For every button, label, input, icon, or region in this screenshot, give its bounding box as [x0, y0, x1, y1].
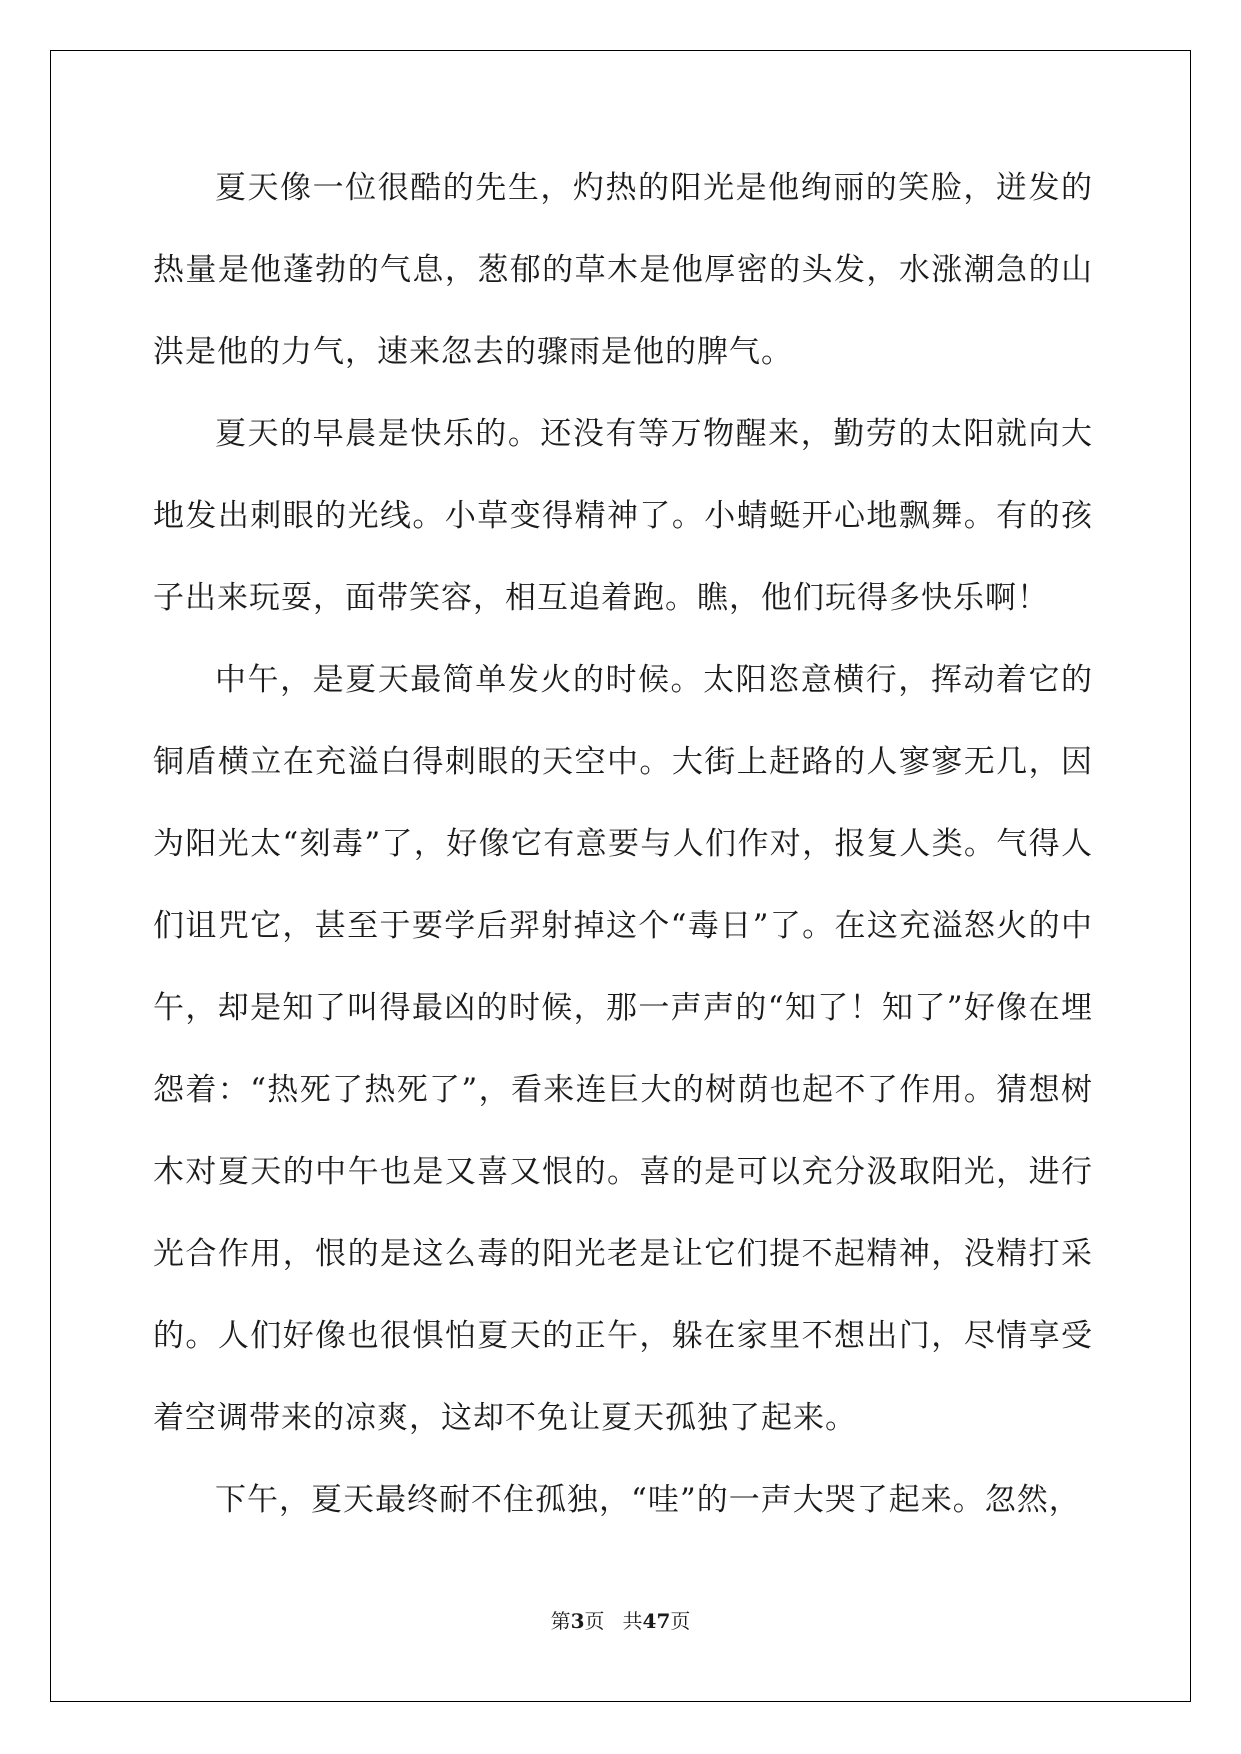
footer-page-number: 3 [570, 1609, 585, 1633]
paragraph-1: 夏天像一位很酷的先生，灼热的阳光是他绚丽的笑脸，迸发的热量是他蓬勃的气息，葱郁的草木是他厚密的头发，水涨潮急的山洪是他的力气，速来忽去的骤雨是他的脾气。 [153, 170, 1093, 370]
footer-total-prefix: 共 [622, 1609, 643, 1633]
page-footer [0, 1605, 1241, 1634]
paragraph-4: 下午，夏天最终耐不住孤独，“哇”的一声大哭了起来。忽然， [215, 1482, 1081, 1518]
paragraph-3: 中午，是夏天最简单发火的时候。太阳恣意横行，挥动着它的铜盾横立在充溢白得刺眼的天空中。大街上赶路的人寥寥无几，因为阳光太“刻毒”了，好像它有意要与人们作对，报复人类。气得人们诅咒它，甚至于要学后羿射掉这个“毒日”了。在这充溢怒火的中午，却是知了叫得最凶的时候，那一声声的“知了！知了”好像在埋怨着：“热死了热死了”，看来连巨大的树荫也起不了作用。猜想树木对夏天的中午也是又喜又恨的。喜的是可以充分汲取阳光，进行光合作用，恨的是这么毒的阳光老是让它们提不起精神，没精打采的。人们好像也很惧怕夏天的正午，躲在家里不想出门，尽情享受着空调带来的凉爽，这却不免让夏天孤独了起来。 [153, 662, 1093, 1436]
document-body [153, 147, 1093, 1541]
footer-total-suffix: 页 [670, 1609, 691, 1633]
footer-total-pages: 47 [642, 1609, 671, 1633]
paragraph-2: 夏天的早晨是快乐的。还没有等万物醒来，勤劳的太阳就向大地发出刺眼的光线。小草变得精神了。小蜻蜓开心地飘舞。有的孩子出来玩耍，面带笑容，相互追着跑。瞧，他们玩得多快乐啊！ [153, 416, 1093, 616]
footer-page-prefix: 第 [550, 1609, 571, 1633]
footer-page-suffix: 页 [584, 1609, 605, 1633]
